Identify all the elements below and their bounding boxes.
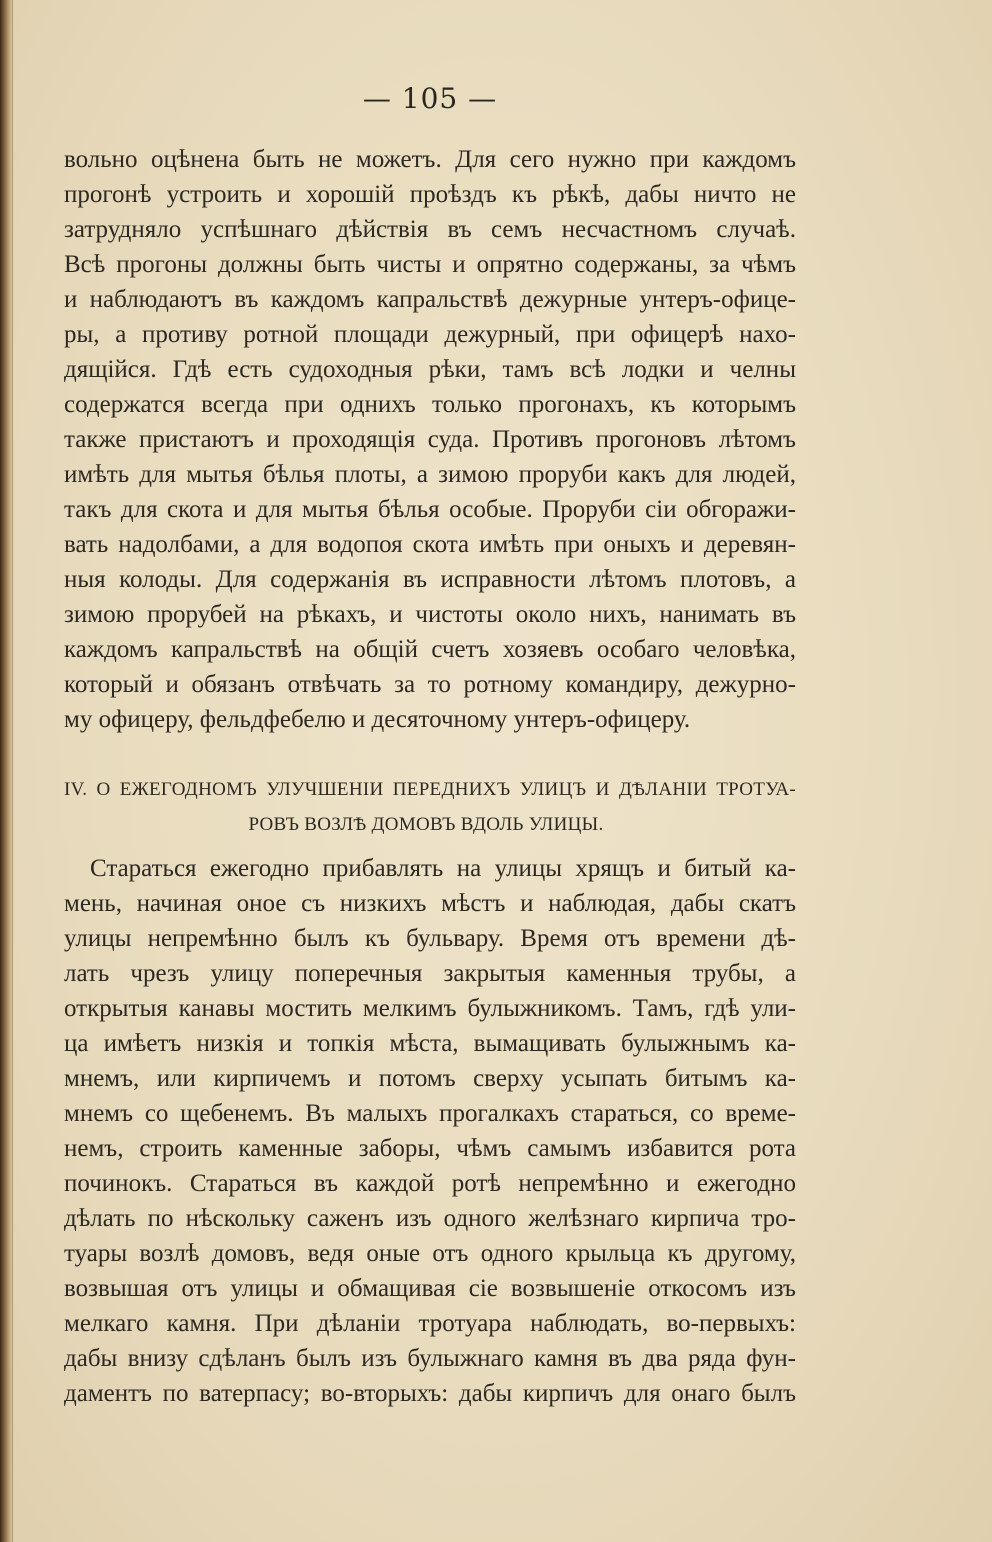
text-line: Стараться ежегодно прибавлять на улицы хрящъ и битый ка- xyxy=(90,855,796,882)
section-heading-line-1: IV. О ЕЖЕГОДНОМЪ УЛУЧШЕНІИ ПЕРЕДНИХЪ УЛИЦЪ И ДѢЛАНІИ ТРОТУА- xyxy=(64,779,796,800)
text-line: ца имѣетъ низкія и топкія мѣста, вымащивать булыжнымъ ка- xyxy=(64,1030,796,1057)
paragraph-2 xyxy=(64,851,796,1411)
text-line: лать чрезъ улицу поперечныя закрытыя каменныя трубы, а xyxy=(64,960,796,987)
text-line: ры, а противу ротной площади дежурный, при офицерѣ нахо- xyxy=(64,321,796,348)
text-line: имѣть для мытья бѣлья плоты, а зимою проруби какъ для людей, xyxy=(64,461,796,488)
section-heading xyxy=(64,772,796,842)
text-line: дящійся. Гдѣ есть судоходныя рѣки, тамъ всѣ лодки и челны xyxy=(64,356,796,383)
text-line: мнемъ, или кирпичемъ и потомъ сверху усыпать битымъ ка- xyxy=(64,1065,796,1092)
text-line: зимою прорубей на рѣкахъ, и чистоты около нихъ, нанимать въ xyxy=(64,601,796,628)
text-line: немъ, строить каменные заборы, чѣмъ самымъ избавится рота xyxy=(64,1135,796,1162)
text-line: му офицеру, фельдфебелю и десяточному унтеръ-офицеру. xyxy=(64,706,691,733)
section-heading-line-2: РОВЪ ВОЗЛѢ ДОМОВЪ ВДОЛЬ УЛИЦЫ. xyxy=(248,814,604,835)
text-line: даментъ по ватерпасу; во-вторыхъ: дабы кирпичъ для онаго былъ xyxy=(64,1380,796,1407)
text-line: починокъ. Стараться въ каждой ротѣ непремѣнно и ежегодно xyxy=(64,1170,796,1197)
text-line: также пристаютъ и проходящія суда. Противъ прогоновъ лѣтомъ xyxy=(64,426,796,453)
text-line: такъ для скота и для мытья бѣлья особые. Проруби сіи обгоражи- xyxy=(64,496,796,523)
text-line: улицы непремѣнно былъ къ бульвару. Время отъ времени дѣ- xyxy=(64,925,796,952)
text-line: мелкаго камня. При дѣланіи тротуара наблюдать, во-первыхъ: xyxy=(64,1310,796,1337)
text-line: ныя колоды. Для содержанія въ исправности лѣтомъ плотовъ, а xyxy=(64,566,796,593)
text-line: который и обязанъ отвѣчать за то ротному командиру, дежурно- xyxy=(64,671,796,698)
text-line: Всѣ прогоны должны быть чисты и опрятно содержаны, за чѣмъ xyxy=(64,251,796,278)
text-line: дабы внизу сдѣланъ былъ изъ булыжнаго камня въ два ряда фун- xyxy=(64,1345,796,1372)
paragraph-1 xyxy=(64,142,796,737)
text-line: мень, начиная оное съ низкихъ мѣстъ и наблюдая, дабы скатъ xyxy=(64,890,796,917)
text-line: возвышая отъ улицы и обмащивая сіе возвышеніе откосомъ изъ xyxy=(64,1275,796,1302)
page-number: — 105 — xyxy=(362,82,498,115)
text-line: и наблюдаютъ въ каждомъ капральствѣ дежурные унтеръ-офице- xyxy=(64,286,796,313)
text-line: содержатся всегда при однихъ только прогонахъ, къ которымъ xyxy=(64,391,796,418)
text-line: мнемъ со щебенемъ. Въ малыхъ прогалкахъ стараться, со време- xyxy=(64,1100,796,1127)
text-line: затрудняло успѣшнаго дѣйствія въ семъ несчастномъ случаѣ. xyxy=(64,216,796,243)
text-line: каждомъ капральствѣ на общій счетъ хозяевъ особаго человѣка, xyxy=(64,636,796,663)
text-line: открытыя канавы мостить мелкимъ булыжникомъ. Тамъ, гдѣ ули- xyxy=(64,995,796,1022)
text-line: прогонѣ устроить и хорошій проѣздъ къ рѣкѣ, дабы ничто не xyxy=(64,181,796,208)
text-line: вольно оцѣнена быть не можетъ. Для сего нужно при каждомъ xyxy=(64,146,796,173)
page-spine-edge xyxy=(12,0,13,1542)
text-line: туары возлѣ домовъ, ведя оные отъ одного крыльца къ другому, xyxy=(64,1240,796,1267)
text-line: вать надолбами, а для водопоя скота имѣть при оныхъ и деревян- xyxy=(64,531,796,558)
text-line: дѣлать по нѣскольку саженъ изъ одного желѣзнаго кирпича тро- xyxy=(64,1205,796,1232)
